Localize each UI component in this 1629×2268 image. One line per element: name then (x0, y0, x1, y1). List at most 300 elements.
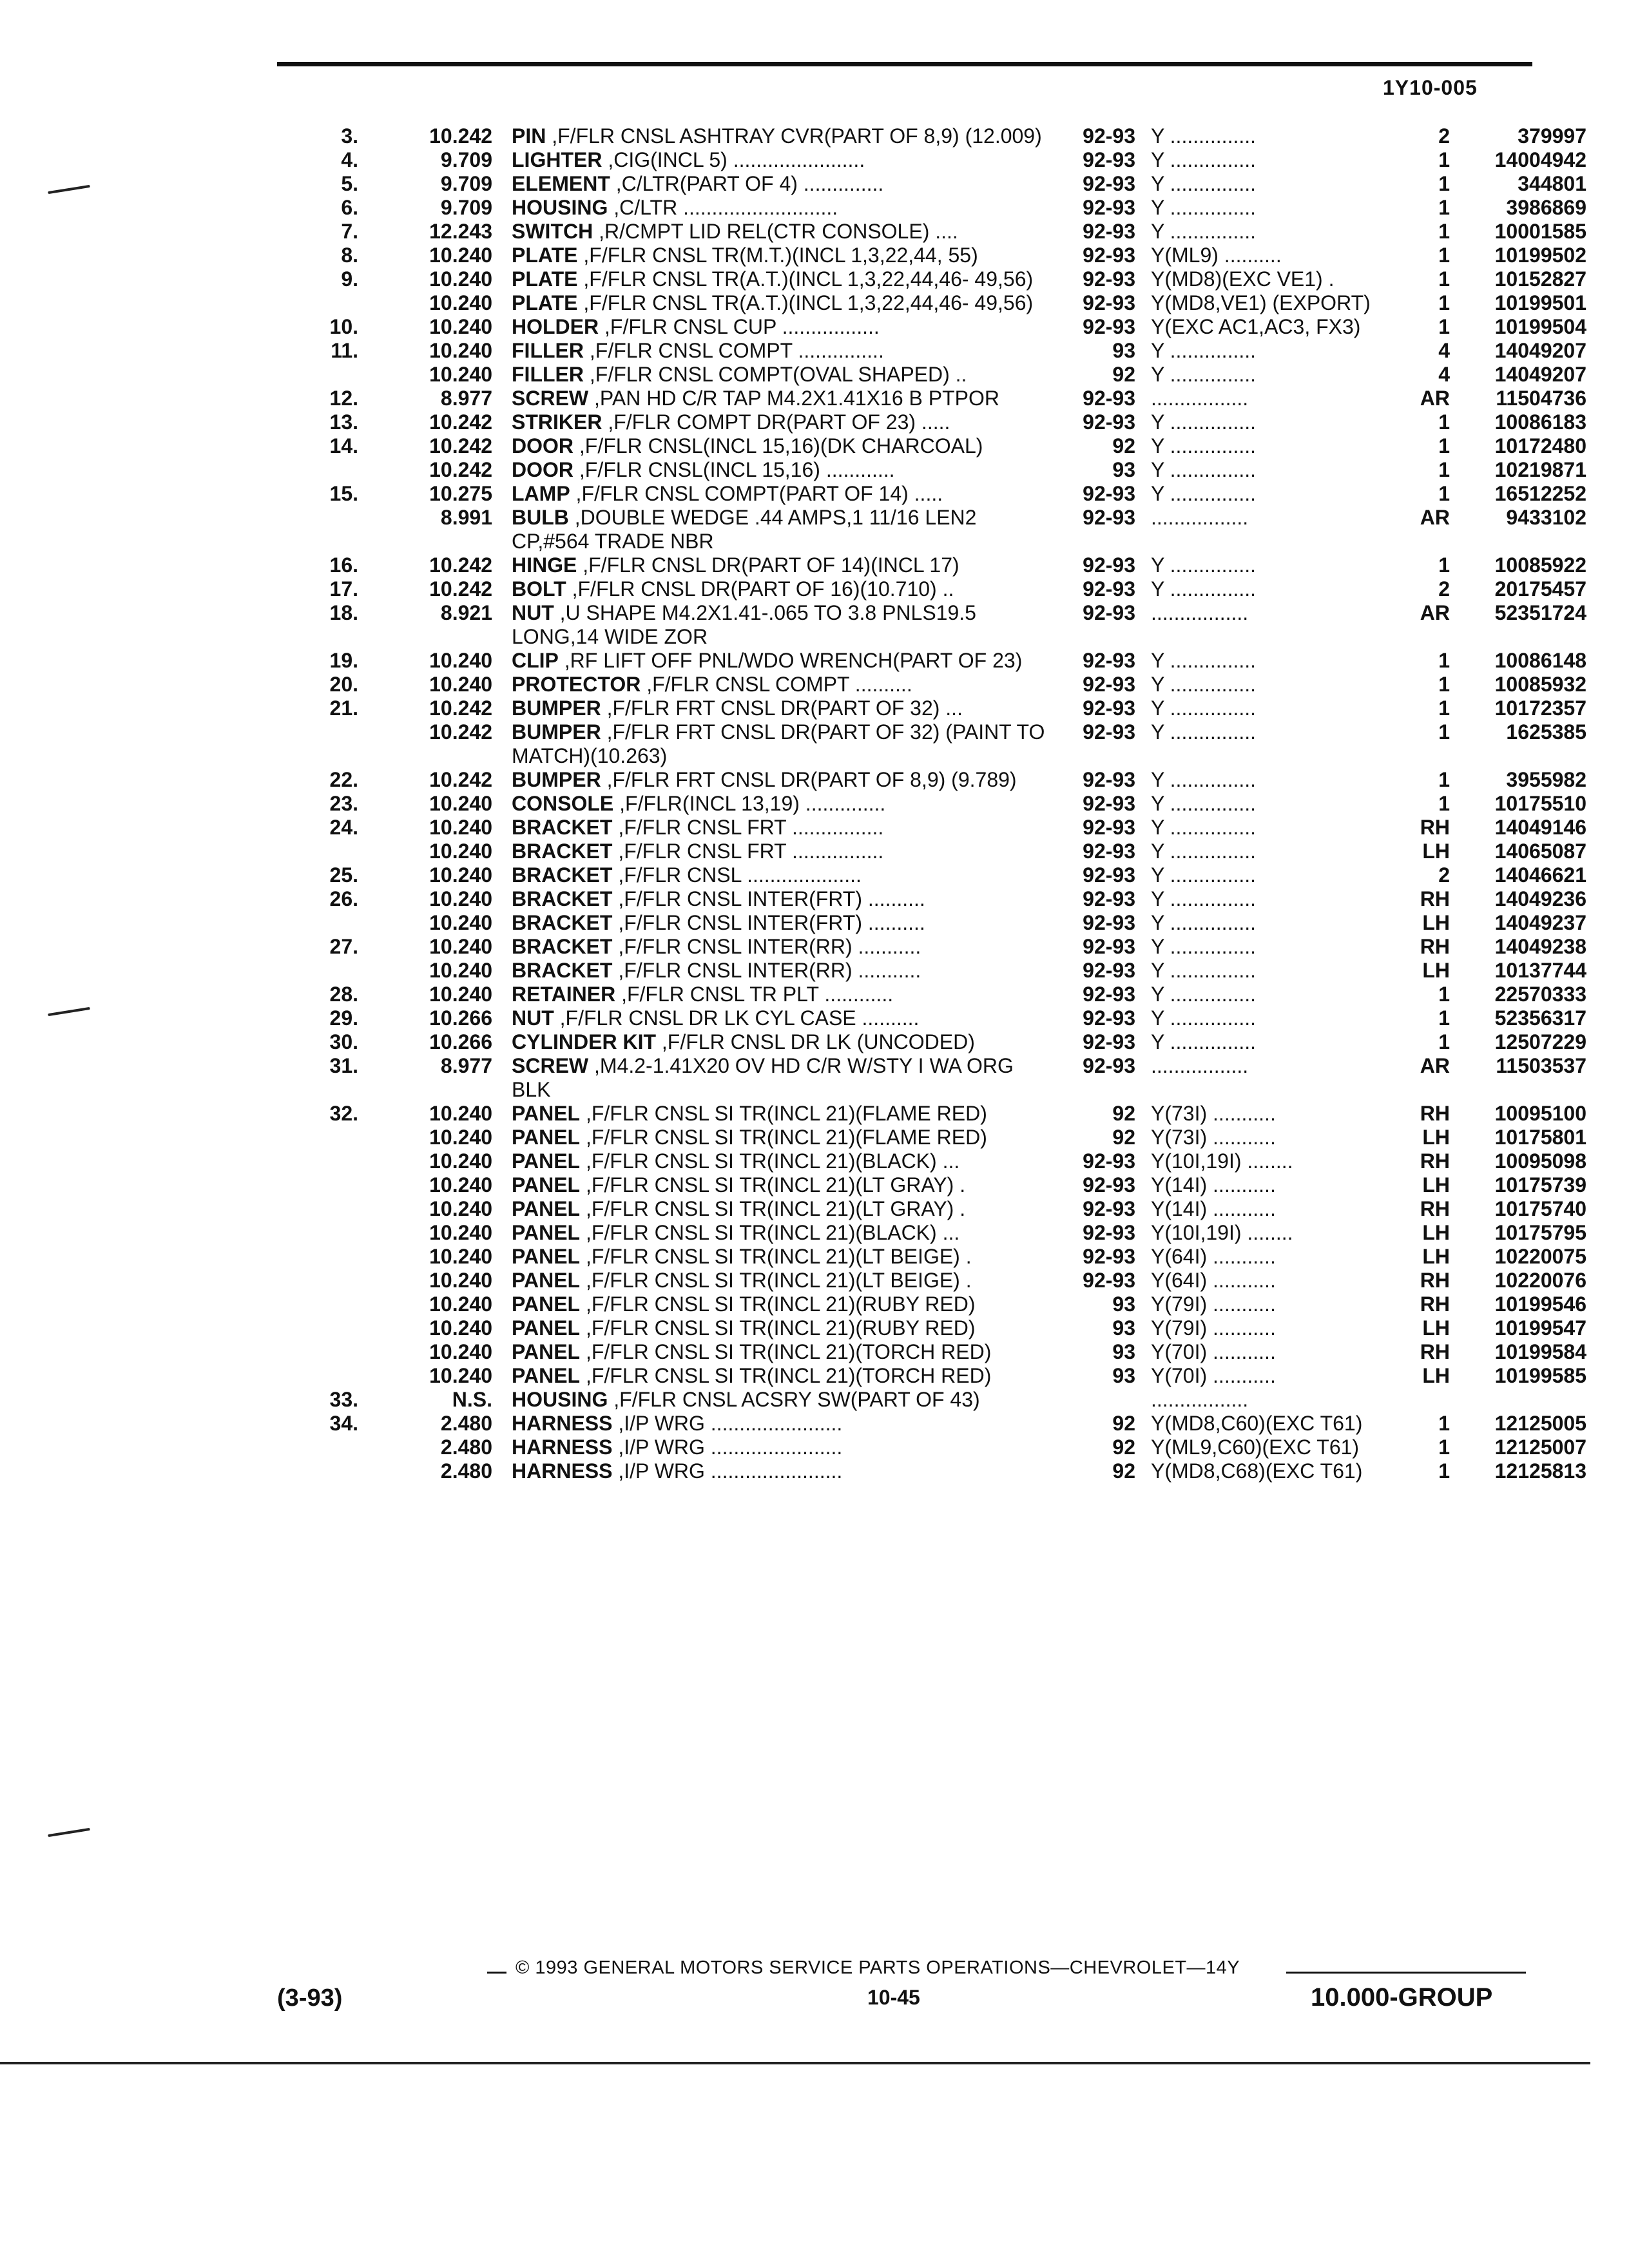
ref-number: 7. (341, 220, 358, 243)
table-row (303, 1459, 1586, 1483)
part-number: 10175510 (1494, 792, 1586, 815)
part-name: SCREW (512, 387, 589, 410)
group-number: 10.242 (429, 434, 492, 457)
quantity: 2 (1438, 577, 1450, 601)
model-year: 92-93 (1083, 220, 1135, 243)
table-row (303, 1221, 1586, 1245)
part-number: 14049146 (1494, 816, 1586, 839)
part-name: BRACKET (512, 840, 613, 863)
usage: Y ............... (1151, 697, 1257, 720)
footer-group: 10.000-GROUP (1311, 1983, 1493, 2012)
quantity: AR (1420, 1054, 1450, 1077)
usage: Y ............... (1151, 649, 1257, 672)
group-number: 10.240 (429, 1269, 492, 1292)
ref-number (303, 1459, 358, 1483)
group-number: 10.240 (429, 887, 492, 910)
part-number: 14049236 (1494, 887, 1586, 910)
part-name: BRACKET (512, 816, 613, 839)
description (496, 649, 1053, 673)
description (496, 720, 1053, 768)
usage: Y(MD8,VE1) (EXPORT) (1151, 291, 1371, 314)
part-number: 10086183 (1494, 410, 1586, 434)
ref-number: 10. (329, 315, 358, 338)
description (496, 410, 1053, 434)
description (496, 387, 1053, 410)
part-number: 344801 (1518, 172, 1586, 195)
part-name: CLIP (512, 649, 559, 672)
model-year: 92-93 (1083, 673, 1135, 696)
model-year: 92-93 (1083, 935, 1135, 958)
usage: Y ............... (1151, 840, 1257, 863)
parts-table-body (303, 124, 1586, 1483)
part-name: CONSOLE (512, 792, 614, 815)
part-detail: ,PAN HD C/R TAP M4.2X1.41X16 B PTPOR (588, 387, 999, 410)
ref-number (303, 959, 358, 983)
group-number: 2.480 (440, 1412, 492, 1435)
part-detail: ,F/FLR CNSL COMPT ............... (583, 339, 884, 362)
usage: Y(10I,19I) ........ (1151, 1221, 1293, 1244)
part-number: 10220075 (1494, 1245, 1586, 1268)
part-number: 16512252 (1494, 482, 1586, 505)
description (496, 1173, 1053, 1197)
part-detail: ,F/FLR CNSL COMPT(PART OF 14) ..... (570, 482, 943, 505)
table-row (303, 1102, 1586, 1126)
part-number: 12125005 (1494, 1412, 1586, 1435)
usage: Y(10I,19I) ........ (1151, 1149, 1293, 1173)
table-row (303, 935, 1586, 959)
group-number: 10.240 (429, 649, 492, 672)
description (496, 1006, 1053, 1030)
quantity: RH (1420, 1269, 1450, 1292)
part-detail: ,F/FLR CNSL DR(PART OF 14)(INCL 17) (577, 553, 959, 577)
quantity: 1 (1438, 434, 1450, 457)
usage: Y(MD8)(EXC VE1) . (1151, 267, 1335, 291)
group-number: 10.240 (429, 1221, 492, 1244)
usage: Y ............... (1151, 935, 1257, 958)
usage: Y ............... (1151, 959, 1257, 982)
description (496, 1340, 1053, 1364)
group-number: 10.242 (429, 577, 492, 601)
part-name: PANEL (512, 1293, 581, 1316)
quantity: RH (1420, 1102, 1450, 1125)
part-name: PANEL (512, 1245, 581, 1268)
table-row (303, 1126, 1586, 1149)
margin-mark (48, 1828, 90, 1837)
part-number: 10175795 (1494, 1221, 1586, 1244)
ref-number (303, 840, 358, 863)
part-detail: ,F/FLR CNSL INTER(FRT) .......... (612, 911, 925, 934)
ref-number (303, 291, 358, 315)
usage: Y(64I) ........... (1151, 1269, 1276, 1292)
quantity: RH (1420, 1197, 1450, 1220)
part-name: BRACKET (512, 959, 613, 982)
part-number: 10085932 (1494, 673, 1586, 696)
quantity: RH (1420, 816, 1450, 839)
group-number: 10.240 (429, 911, 492, 934)
quantity: LH (1422, 1221, 1450, 1244)
group-number: 10.242 (429, 768, 492, 791)
part-detail: ,F/FLR CNSL SI TR(INCL 21)(RUBY RED) (580, 1316, 976, 1340)
quantity: RH (1420, 1149, 1450, 1173)
quantity: AR (1420, 601, 1450, 624)
part-name: PROTECTOR (512, 673, 641, 696)
model-year: 92-93 (1083, 410, 1135, 434)
model-year: 93 (1112, 1364, 1135, 1387)
quantity: 2 (1438, 124, 1450, 148)
part-detail: ,C/LTR(PART OF 4) .............. (610, 172, 884, 195)
table-row (303, 792, 1586, 816)
quantity: 1 (1438, 148, 1450, 171)
group-number: 10.242 (429, 458, 492, 481)
part-number: 10220076 (1494, 1269, 1586, 1292)
model-year: 92-93 (1083, 720, 1135, 744)
part-detail: ,F/FLR CNSL FRT ................ (612, 816, 884, 839)
model-year: 92-93 (1083, 1030, 1135, 1053)
description (496, 673, 1053, 697)
group-number: 10.240 (429, 1245, 492, 1268)
part-number: 9433102 (1506, 506, 1586, 529)
part-number: 12125813 (1494, 1459, 1586, 1483)
table-row (303, 840, 1586, 863)
quantity: LH (1422, 1126, 1450, 1149)
part-name: HINGE (512, 553, 577, 577)
part-name: NUT (512, 1006, 554, 1030)
part-number: 10219871 (1494, 458, 1586, 481)
model-year: 92-93 (1083, 1149, 1135, 1173)
group-number: 10.242 (429, 553, 492, 577)
group-number: 8.921 (440, 601, 492, 624)
model-year: 93 (1112, 1340, 1135, 1363)
description (496, 577, 1053, 601)
description (496, 220, 1053, 244)
group-number: 10.240 (429, 959, 492, 982)
ref-number (303, 1221, 358, 1245)
table-row (303, 1054, 1586, 1102)
group-number: N.S. (452, 1388, 492, 1411)
part-detail: ,DOUBLE WEDGE .44 AMPS,1 11/16 LEN2 CP,#564 TRADE NBR (512, 506, 977, 553)
part-detail: ,F/FLR CNSL INTER(RR) ........... (612, 959, 921, 982)
part-number: 52351724 (1494, 601, 1586, 624)
group-number: 10.240 (429, 315, 492, 338)
part-detail: ,F/FLR CNSL TR(A.T.)(INCL 1,3,22,44,46- 49,56) (577, 291, 1034, 314)
quantity: 1 (1438, 1030, 1450, 1053)
table-row (303, 1149, 1586, 1173)
ref-number (303, 1173, 358, 1197)
usage: Y ............... (1151, 410, 1257, 434)
model-year: 92-93 (1083, 840, 1135, 863)
part-detail: ,F/FLR CNSL DR LK CYL CASE .......... (554, 1006, 920, 1030)
part-detail: ,F/FLR CNSL .................... (612, 863, 862, 887)
group-number: 10.240 (429, 792, 492, 815)
group-number: 10.240 (429, 1126, 492, 1149)
usage: Y ............... (1151, 577, 1257, 601)
model-year: 92-93 (1083, 1221, 1135, 1244)
model-year: 92-93 (1083, 983, 1135, 1006)
part-name: BUMPER (512, 768, 601, 791)
table-row (303, 267, 1586, 291)
table-row (303, 1293, 1586, 1316)
part-number: 10199504 (1494, 315, 1586, 338)
group-number: 8.991 (440, 506, 492, 529)
ref-number: 32. (329, 1102, 358, 1125)
usage: Y ............... (1151, 911, 1257, 934)
description (496, 244, 1053, 267)
group-number: 10.240 (429, 363, 492, 386)
ref-number: 11. (331, 339, 358, 362)
model-year: 92-93 (1083, 959, 1135, 982)
table-row (303, 1269, 1586, 1293)
description (496, 339, 1053, 363)
group-number: 2.480 (440, 1459, 492, 1483)
usage: Y ............... (1151, 339, 1257, 362)
part-number: 10199547 (1494, 1316, 1586, 1340)
table-row (303, 387, 1586, 410)
part-detail: ,F/FLR CNSL(INCL 15,16) ............ (574, 458, 895, 481)
top-rule (277, 62, 1532, 66)
description (496, 1102, 1053, 1126)
margin-mark (48, 1007, 90, 1016)
group-number: 10.240 (429, 983, 492, 1006)
description (496, 697, 1053, 720)
quantity: RH (1420, 1293, 1450, 1316)
model-year: 92-93 (1083, 291, 1135, 314)
footer-rule-right (1286, 1972, 1526, 1974)
description (496, 124, 1053, 148)
part-number: 52356317 (1494, 1006, 1586, 1030)
table-row (303, 172, 1586, 196)
model-year: 92-93 (1083, 1173, 1135, 1196)
part-detail: ,F/FLR CNSL SI TR(INCL 21)(LT GRAY) . (580, 1173, 966, 1196)
part-name: NUT (512, 601, 554, 624)
quantity: 1 (1438, 1006, 1450, 1030)
part-detail: ,F/FLR CNSL SI TR(INCL 21)(BLACK) ... (580, 1149, 960, 1173)
usage: Y(ML9,C60)(EXC T61) (1151, 1436, 1360, 1459)
part-name: HOUSING (512, 196, 608, 219)
ref-number: 23. (329, 792, 358, 815)
quantity: LH (1422, 1364, 1450, 1387)
part-name: PANEL (512, 1102, 581, 1125)
quantity: LH (1422, 959, 1450, 982)
quantity: 1 (1438, 553, 1450, 577)
ref-number: 14. (329, 434, 358, 457)
table-row (303, 816, 1586, 840)
ref-number (303, 1149, 358, 1173)
part-detail: ,C/LTR ........................... (608, 196, 838, 219)
ref-number: 29. (329, 1006, 358, 1030)
group-number: 9.709 (440, 148, 492, 171)
part-number: 10175801 (1494, 1126, 1586, 1149)
part-name: HARNESS (512, 1412, 613, 1435)
part-name: LAMP (512, 482, 570, 505)
model-year: 92-93 (1083, 577, 1135, 601)
part-detail: ,CIG(INCL 5) ....................... (602, 148, 865, 171)
page-id: 1Y10-005 (1383, 76, 1478, 99)
part-name: BRACKET (512, 863, 613, 887)
part-name: PANEL (512, 1149, 581, 1173)
model-year: 93 (1112, 458, 1135, 481)
part-name: HARNESS (512, 1436, 613, 1459)
quantity: RH (1420, 935, 1450, 958)
table-row (303, 315, 1586, 339)
table-row (303, 601, 1586, 649)
model-year: 92-93 (1083, 1269, 1135, 1292)
table-row (303, 1340, 1586, 1364)
part-name: BULB (512, 506, 569, 529)
margin-mark (48, 185, 90, 194)
table-row (303, 887, 1586, 911)
ref-number (303, 1340, 358, 1364)
model-year: 93 (1112, 1293, 1135, 1316)
table-row (303, 553, 1586, 577)
description (496, 1126, 1053, 1149)
group-number: 10.240 (429, 1149, 492, 1173)
description (496, 840, 1053, 863)
group-number: 10.240 (429, 863, 492, 887)
group-number: 10.275 (429, 482, 492, 505)
usage: Y ............... (1151, 816, 1257, 839)
part-detail: ,F/FLR CNSL(INCL 15,16)(DK CHARCOAL) (574, 434, 983, 457)
quantity: 1 (1438, 649, 1450, 672)
group-number: 9.709 (440, 172, 492, 195)
part-detail: ,F/FLR CNSL DR LK (UNCODED) (656, 1030, 975, 1053)
part-name: PLATE (512, 244, 578, 267)
table-row (303, 220, 1586, 244)
quantity: AR (1420, 506, 1450, 529)
footer-date: (3-93) (277, 1984, 343, 2012)
usage: Y(73I) ........... (1151, 1102, 1276, 1125)
description (496, 1388, 1053, 1412)
table-row (303, 673, 1586, 697)
ref-number (303, 1364, 358, 1388)
table-row (303, 577, 1586, 601)
table-row (303, 1364, 1586, 1388)
table-row (303, 339, 1586, 363)
part-number: 10172480 (1494, 434, 1586, 457)
usage: Y ............... (1151, 196, 1257, 219)
quantity: 1 (1438, 458, 1450, 481)
group-number: 10.266 (429, 1006, 492, 1030)
part-name: SWITCH (512, 220, 593, 243)
usage: Y(ML9) .......... (1151, 244, 1282, 267)
model-year: 92-93 (1083, 315, 1135, 338)
quantity: 1 (1438, 244, 1450, 267)
table-row (303, 720, 1586, 768)
model-year: 92-93 (1083, 482, 1135, 505)
model-year: 92 (1112, 1459, 1135, 1483)
part-number: 1625385 (1506, 720, 1586, 744)
description (496, 1436, 1053, 1459)
part-number: 10095100 (1494, 1102, 1586, 1125)
model-year: 92-93 (1083, 1006, 1135, 1030)
description (496, 291, 1053, 315)
quantity: AR (1420, 387, 1450, 410)
ref-number: 15. (329, 482, 358, 505)
ref-number: 20. (329, 673, 358, 696)
description (496, 1221, 1053, 1245)
part-detail: ,F/FLR CNSL DR(PART OF 16)(10.710) .. (566, 577, 954, 601)
quantity: 1 (1438, 1412, 1450, 1435)
group-number: 10.240 (429, 291, 492, 314)
part-name: SCREW (512, 1054, 589, 1077)
part-name: DOOR (512, 458, 574, 481)
footer-copyright: © 1993 GENERAL MOTORS SERVICE PARTS OPERATIONS—CHEVROLET—14Y (516, 1957, 1240, 1978)
part-detail: ,U SHAPE M4.2X1.41-.065 TO 3.8 PNLS19.5 LONG,14 WIDE ZOR (512, 601, 976, 648)
part-name: DOOR (512, 434, 574, 457)
part-name: STRIKER (512, 410, 602, 434)
group-number: 2.480 (440, 1436, 492, 1459)
table-row (303, 482, 1586, 506)
footer-rule-left (487, 1972, 506, 1974)
quantity: 1 (1438, 720, 1450, 744)
description (496, 196, 1053, 220)
part-name: BOLT (512, 577, 566, 601)
usage: Y(73I) ........... (1151, 1126, 1276, 1149)
table-row (303, 1412, 1586, 1436)
model-year: 92 (1112, 1436, 1135, 1459)
part-name: PANEL (512, 1364, 581, 1387)
description (496, 1364, 1053, 1388)
model-year: 92-93 (1083, 697, 1135, 720)
description (496, 1459, 1053, 1483)
table-row (303, 911, 1586, 935)
part-detail: ,F/FLR CNSL INTER(RR) ........... (612, 935, 921, 958)
part-detail: ,I/P WRG ....................... (612, 1459, 843, 1483)
group-number: 12.243 (429, 220, 492, 243)
table-row (303, 196, 1586, 220)
part-detail: ,F/FLR CNSL INTER(FRT) .......... (612, 887, 925, 910)
part-number: 12125007 (1494, 1436, 1586, 1459)
description (496, 935, 1053, 959)
part-detail: ,F/FLR FRT CNSL DR(PART OF 32) (PAINT TO MATCH)(10.263) (512, 720, 1045, 767)
part-detail: ,F/FLR CNSL SI TR(INCL 21)(TORCH RED) (580, 1340, 992, 1363)
usage: Y(79I) ........... (1151, 1293, 1276, 1316)
quantity: LH (1422, 840, 1450, 863)
quantity: 2 (1438, 863, 1450, 887)
group-number: 10.242 (429, 697, 492, 720)
ref-number: 30. (329, 1030, 358, 1053)
description (496, 1245, 1053, 1269)
part-number: 10085922 (1494, 553, 1586, 577)
part-detail: ,F/FLR(INCL 13,19) .............. (613, 792, 886, 815)
part-number: 10137744 (1494, 959, 1586, 982)
group-number: 8.977 (440, 387, 492, 410)
description (496, 1316, 1053, 1340)
ref-number (303, 458, 358, 482)
part-number: 10199584 (1494, 1340, 1586, 1363)
ref-number (303, 720, 358, 768)
quantity: LH (1422, 1173, 1450, 1196)
part-name: PANEL (512, 1197, 581, 1220)
part-detail: ,F/FLR CNSL SI TR(INCL 21)(TORCH RED) (580, 1364, 992, 1387)
group-number: 10.266 (429, 1030, 492, 1053)
description (496, 434, 1053, 458)
model-year: 92-93 (1083, 196, 1135, 219)
table-row (303, 1245, 1586, 1269)
part-name: FILLER (512, 363, 584, 386)
part-name: ELEMENT (512, 172, 610, 195)
table-row (303, 458, 1586, 482)
description (496, 506, 1053, 553)
part-name: CYLINDER KIT (512, 1030, 656, 1053)
model-year: 92 (1112, 434, 1135, 457)
footer-page-number: 10-45 (867, 1986, 920, 2009)
part-number (1461, 1388, 1586, 1412)
usage: Y ............... (1151, 768, 1257, 791)
quantity: 1 (1438, 267, 1450, 291)
ref-number (303, 1245, 358, 1269)
table-row (303, 244, 1586, 267)
table-row (303, 434, 1586, 458)
